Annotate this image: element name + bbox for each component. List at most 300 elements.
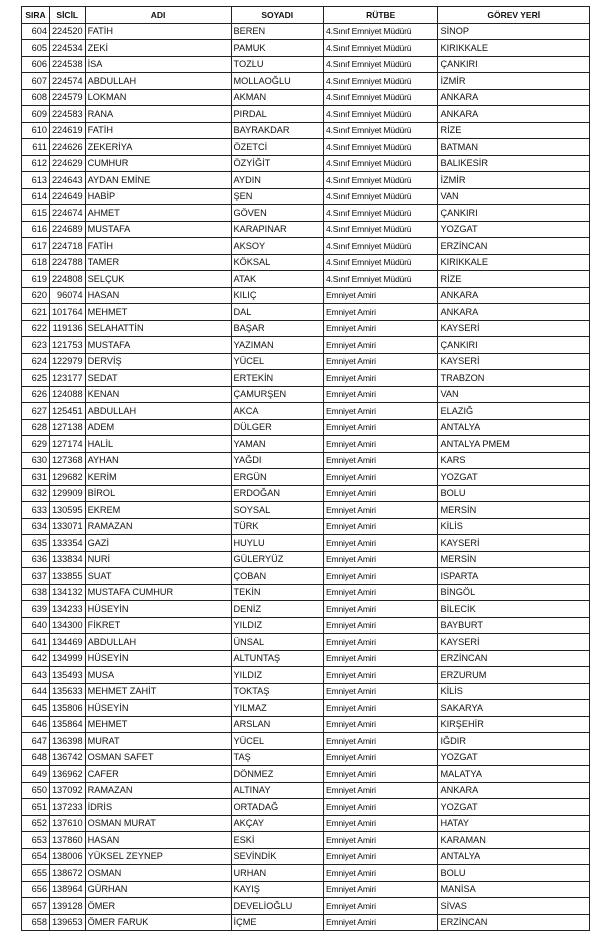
cell-soyadi: GÖVEN [231,205,323,222]
cell-soyadi: ESKİ [231,832,323,849]
cell-sicil: 134233 [49,601,85,618]
cell-sicil: 96074 [49,287,85,304]
cell-rutbe: Emniyet Amiri [323,782,438,799]
cell-sicil: 127368 [49,452,85,469]
cell-sicil: 224788 [49,254,85,271]
cell-soyadi: ERGÜN [231,469,323,486]
cell-rutbe: Emniyet Amiri [323,518,438,535]
cell-adi: FATİH [85,23,231,40]
table-row [22,172,590,189]
cell-sira: 606 [22,56,50,73]
cell-soyadi: ÜNSAL [231,634,323,651]
cell-sira: 621 [22,304,50,321]
cell-soyadi: URHAN [231,865,323,882]
table-row [22,205,590,222]
cell-sira: 612 [22,155,50,172]
cell-gorev-yeri: ANKARA [438,304,590,321]
cell-adi: LOKMAN [85,89,231,106]
table-row [22,502,590,519]
cell-soyadi: ERDOĞAN [231,485,323,502]
cell-gorev-yeri: ERZİNCAN [438,650,590,667]
table-row [22,865,590,882]
table-row [22,634,590,651]
cell-gorev-yeri: ANKARA [438,287,590,304]
cell-gorev-yeri: VAN [438,188,590,205]
cell-sicil: 119136 [49,320,85,337]
cell-rutbe: Emniyet Amiri [323,601,438,618]
table-row [22,535,590,552]
cell-sira: 653 [22,832,50,849]
cell-rutbe: Emniyet Amiri [323,469,438,486]
cell-adi: SUAT [85,568,231,585]
table-row [22,815,590,832]
cell-rutbe: Emniyet Amiri [323,799,438,816]
cell-rutbe: Emniyet Amiri [323,370,438,387]
cell-sicil: 124088 [49,386,85,403]
cell-adi: RAMAZAN [85,518,231,535]
table-row [22,56,590,73]
header-rutbe: RÜTBE [323,7,438,24]
cell-adi: HABİP [85,188,231,205]
cell-soyadi: KÖKSAL [231,254,323,271]
cell-sira: 613 [22,172,50,189]
cell-sira: 631 [22,469,50,486]
header-gorev-yeri: GÖREV YERİ [438,7,590,24]
cell-sira: 608 [22,89,50,106]
table-row [22,139,590,156]
cell-rutbe: 4.Sınıf Emniyet Müdürü [323,221,438,238]
cell-soyadi: DÜLGER [231,419,323,436]
cell-sicil: 224579 [49,89,85,106]
cell-gorev-yeri: ANKARA [438,89,590,106]
cell-rutbe: 4.Sınıf Emniyet Müdürü [323,172,438,189]
cell-soyadi: İÇME [231,914,323,931]
cell-adi: HALİL [85,436,231,453]
cell-adi: DERVİŞ [85,353,231,370]
cell-soyadi: ŞEN [231,188,323,205]
table-row [22,601,590,618]
cell-soyadi: TAŞ [231,749,323,766]
table-row [22,568,590,585]
cell-sira: 652 [22,815,50,832]
cell-sicil: 224583 [49,106,85,123]
cell-adi: MEHMET ZAHİT [85,683,231,700]
cell-sicil: 101764 [49,304,85,321]
cell-sicil: 134469 [49,634,85,651]
cell-rutbe: Emniyet Amiri [323,419,438,436]
cell-soyadi: SOYSAL [231,502,323,519]
cell-rutbe: 4.Sınıf Emniyet Müdürü [323,205,438,222]
cell-adi: ÖMER [85,898,231,915]
table-row [22,436,590,453]
cell-gorev-yeri: BOLU [438,865,590,882]
cell-sicil: 135493 [49,667,85,684]
table-row [22,40,590,57]
cell-gorev-yeri: ÇANKIRI [438,56,590,73]
cell-sira: 655 [22,865,50,882]
cell-sira: 615 [22,205,50,222]
cell-sira: 629 [22,436,50,453]
cell-sicil: 224574 [49,73,85,90]
table-row [22,419,590,436]
cell-soyadi: ERTEKİN [231,370,323,387]
cell-rutbe: 4.Sınıf Emniyet Müdürü [323,238,438,255]
cell-sicil: 224534 [49,40,85,57]
cell-rutbe: Emniyet Amiri [323,683,438,700]
cell-sicil: 127174 [49,436,85,453]
cell-sicil: 224626 [49,139,85,156]
cell-adi: CUMHUR [85,155,231,172]
cell-gorev-yeri: KIRIKKALE [438,254,590,271]
cell-gorev-yeri: BALIKESİR [438,155,590,172]
cell-sicil: 139128 [49,898,85,915]
cell-sicil: 224649 [49,188,85,205]
cell-adi: MUSTAFA [85,337,231,354]
cell-adi: AHMET [85,205,231,222]
cell-adi: AYDAN EMİNE [85,172,231,189]
cell-soyadi: DENİZ [231,601,323,618]
table-row [22,914,590,931]
cell-soyadi: AKÇAY [231,815,323,832]
table-row [22,89,590,106]
cell-sicil: 137092 [49,782,85,799]
cell-rutbe: 4.Sınıf Emniyet Müdürü [323,89,438,106]
cell-rutbe: Emniyet Amiri [323,551,438,568]
table-row [22,832,590,849]
table-row [22,749,590,766]
cell-adi: SEDAT [85,370,231,387]
cell-sira: 636 [22,551,50,568]
table-row [22,403,590,420]
cell-adi: OSMAN MURAT [85,815,231,832]
table-row [22,155,590,172]
cell-gorev-yeri: YOZGAT [438,799,590,816]
cell-rutbe: Emniyet Amiri [323,436,438,453]
cell-adi: SELÇUK [85,271,231,288]
table-row [22,304,590,321]
cell-adi: KENAN [85,386,231,403]
cell-gorev-yeri: BAYBURT [438,617,590,634]
cell-rutbe: Emniyet Amiri [323,914,438,931]
cell-adi: KERİM [85,469,231,486]
cell-sicil: 134132 [49,584,85,601]
cell-rutbe: Emniyet Amiri [323,386,438,403]
table-row [22,254,590,271]
cell-rutbe: Emniyet Amiri [323,700,438,717]
cell-sira: 624 [22,353,50,370]
table-row [22,370,590,387]
cell-sira: 638 [22,584,50,601]
table-row [22,700,590,717]
cell-sicil: 136398 [49,733,85,750]
cell-sicil: 139653 [49,914,85,931]
cell-sira: 626 [22,386,50,403]
cell-sira: 632 [22,485,50,502]
cell-gorev-yeri: KİLİS [438,683,590,700]
cell-gorev-yeri: ELAZIĞ [438,403,590,420]
cell-adi: MUSTAFA [85,221,231,238]
cell-rutbe: Emniyet Amiri [323,865,438,882]
header-soyadi: SOYADI [231,7,323,24]
cell-adi: OSMAN [85,865,231,882]
cell-rutbe: Emniyet Amiri [323,304,438,321]
cell-sicil: 224538 [49,56,85,73]
cell-sicil: 138672 [49,865,85,882]
cell-soyadi: YILDIZ [231,617,323,634]
table-row [22,584,590,601]
cell-soyadi: AKSOY [231,238,323,255]
cell-soyadi: ALTINAY [231,782,323,799]
cell-adi: GAZİ [85,535,231,552]
cell-sira: 647 [22,733,50,750]
cell-sira: 607 [22,73,50,90]
table-row [22,782,590,799]
cell-rutbe: Emniyet Amiri [323,733,438,750]
cell-gorev-yeri: ÇANKIRI [438,337,590,354]
cell-gorev-yeri: İZMİR [438,172,590,189]
cell-sira: 639 [22,601,50,618]
cell-adi: ÖMER FARUK [85,914,231,931]
cell-soyadi: TOKTAŞ [231,683,323,700]
cell-adi: HÜSEYİN [85,601,231,618]
table-row [22,799,590,816]
cell-sira: 622 [22,320,50,337]
cell-gorev-yeri: KAYSERİ [438,320,590,337]
cell-sira: 640 [22,617,50,634]
cell-sicil: 137860 [49,832,85,849]
table-row [22,469,590,486]
cell-gorev-yeri: MALATYA [438,766,590,783]
cell-sira: 644 [22,683,50,700]
cell-sicil: 138006 [49,848,85,865]
cell-rutbe: Emniyet Amiri [323,485,438,502]
cell-gorev-yeri: KAYSERİ [438,535,590,552]
personnel-table [21,6,590,931]
cell-rutbe: Emniyet Amiri [323,403,438,420]
table-row [22,848,590,865]
cell-rutbe: Emniyet Amiri [323,749,438,766]
cell-sira: 616 [22,221,50,238]
table-row [22,881,590,898]
cell-sicil: 224718 [49,238,85,255]
cell-gorev-yeri: ÇANKIRI [438,205,590,222]
cell-sira: 609 [22,106,50,123]
table-row [22,766,590,783]
cell-adi: MUSA [85,667,231,684]
cell-adi: TAMER [85,254,231,271]
cell-soyadi: YAĞDI [231,452,323,469]
cell-soyadi: BEREN [231,23,323,40]
cell-soyadi: TÜRK [231,518,323,535]
cell-adi: BİROL [85,485,231,502]
cell-sicil: 135864 [49,716,85,733]
cell-gorev-yeri: MERSİN [438,502,590,519]
table-row [22,485,590,502]
cell-soyadi: AYDIN [231,172,323,189]
cell-soyadi: BAŞAR [231,320,323,337]
cell-adi: RANA [85,106,231,123]
cell-rutbe: Emniyet Amiri [323,353,438,370]
cell-sicil: 133071 [49,518,85,535]
cell-rutbe: Emniyet Amiri [323,287,438,304]
cell-soyadi: ÖZYİĞİT [231,155,323,172]
cell-sicil: 134300 [49,617,85,634]
cell-gorev-yeri: VAN [438,386,590,403]
cell-rutbe: Emniyet Amiri [323,617,438,634]
cell-gorev-yeri: KIRIKKALE [438,40,590,57]
cell-sira: 633 [22,502,50,519]
table-row [22,73,590,90]
cell-rutbe: 4.Sınıf Emniyet Müdürü [323,254,438,271]
table-row [22,667,590,684]
table-row [22,106,590,123]
cell-gorev-yeri: ANTALYA [438,419,590,436]
cell-gorev-yeri: KAYSERİ [438,634,590,651]
cell-gorev-yeri: SAKARYA [438,700,590,717]
cell-rutbe: Emniyet Amiri [323,337,438,354]
cell-gorev-yeri: ERZURUM [438,667,590,684]
cell-rutbe: 4.Sınıf Emniyet Müdürü [323,188,438,205]
cell-sira: 643 [22,667,50,684]
table-row [22,337,590,354]
cell-soyadi: ÇAMURŞEN [231,386,323,403]
cell-rutbe: Emniyet Amiri [323,716,438,733]
cell-gorev-yeri: MANİSA [438,881,590,898]
header-sicil: SİCİL [49,7,85,24]
table-row [22,716,590,733]
cell-gorev-yeri: RİZE [438,271,590,288]
cell-sicil: 135633 [49,683,85,700]
cell-adi: HASAN [85,287,231,304]
cell-soyadi: ALTUNTAŞ [231,650,323,667]
cell-rutbe: Emniyet Amiri [323,815,438,832]
cell-sira: 645 [22,700,50,717]
cell-sira: 635 [22,535,50,552]
cell-gorev-yeri: BİNGÖL [438,584,590,601]
table-row [22,238,590,255]
cell-soyadi: AKMAN [231,89,323,106]
cell-sira: 641 [22,634,50,651]
cell-adi: MUSTAFA CUMHUR [85,584,231,601]
cell-sira: 605 [22,40,50,57]
cell-adi: SELAHATTİN [85,320,231,337]
cell-sira: 610 [22,122,50,139]
cell-sira: 611 [22,139,50,156]
cell-adi: MEHMET [85,304,231,321]
cell-sicil: 129909 [49,485,85,502]
cell-adi: FATİH [85,122,231,139]
cell-rutbe: 4.Sınıf Emniyet Müdürü [323,73,438,90]
cell-sira: 618 [22,254,50,271]
cell-sira: 646 [22,716,50,733]
cell-sira: 658 [22,914,50,931]
cell-soyadi: HUYLU [231,535,323,552]
table-row [22,23,590,40]
cell-sira: 623 [22,337,50,354]
cell-soyadi: PIRDAL [231,106,323,123]
cell-rutbe: 4.Sınıf Emniyet Müdürü [323,139,438,156]
cell-gorev-yeri: İZMİR [438,73,590,90]
cell-gorev-yeri: BATMAN [438,139,590,156]
table-row [22,353,590,370]
cell-soyadi: YÜCEL [231,353,323,370]
cell-rutbe: 4.Sınıf Emniyet Müdürü [323,23,438,40]
cell-soyadi: ÇOBAN [231,568,323,585]
cell-rutbe: Emniyet Amiri [323,667,438,684]
cell-sicil: 136962 [49,766,85,783]
cell-rutbe: Emniyet Amiri [323,898,438,915]
cell-gorev-yeri: KIRŞEHİR [438,716,590,733]
cell-sira: 637 [22,568,50,585]
cell-gorev-yeri: SİNOP [438,23,590,40]
cell-sira: 642 [22,650,50,667]
table-row [22,320,590,337]
cell-soyadi: BAYRAKDAR [231,122,323,139]
cell-sira: 604 [22,23,50,40]
cell-soyadi: KAYIŞ [231,881,323,898]
cell-soyadi: KARAPINAR [231,221,323,238]
cell-adi: EKREM [85,502,231,519]
cell-adi: FİKRET [85,617,231,634]
cell-rutbe: Emniyet Amiri [323,832,438,849]
cell-sira: 628 [22,419,50,436]
cell-sira: 620 [22,287,50,304]
cell-rutbe: Emniyet Amiri [323,766,438,783]
cell-rutbe: 4.Sınıf Emniyet Müdürü [323,40,438,57]
cell-soyadi: PAMUK [231,40,323,57]
cell-soyadi: KILIÇ [231,287,323,304]
cell-sira: 617 [22,238,50,255]
cell-sira: 651 [22,799,50,816]
cell-sicil: 137610 [49,815,85,832]
cell-gorev-yeri: BOLU [438,485,590,502]
cell-adi: HÜSEYİN [85,650,231,667]
cell-soyadi: ARSLAN [231,716,323,733]
header-sira: SIRA [22,7,50,24]
cell-gorev-yeri: ANTALYA PMEM [438,436,590,453]
table-row [22,386,590,403]
cell-adi: YÜKSEL ZEYNEP [85,848,231,865]
cell-rutbe: 4.Sınıf Emniyet Müdürü [323,271,438,288]
cell-sira: 614 [22,188,50,205]
cell-rutbe: Emniyet Amiri [323,452,438,469]
cell-gorev-yeri: SİVAS [438,898,590,915]
table-header-row [22,7,590,24]
table-row [22,733,590,750]
cell-adi: MEHMET [85,716,231,733]
cell-sicil: 133354 [49,535,85,552]
table-row [22,617,590,634]
header-adi: ADI [85,7,231,24]
cell-sicil: 138964 [49,881,85,898]
cell-sira: 649 [22,766,50,783]
cell-sicil: 133834 [49,551,85,568]
cell-soyadi: ATAK [231,271,323,288]
cell-gorev-yeri: YOZGAT [438,749,590,766]
cell-adi: GÜRHAN [85,881,231,898]
cell-gorev-yeri: KARAMAN [438,832,590,849]
cell-sicil: 224808 [49,271,85,288]
cell-gorev-yeri: ANKARA [438,106,590,123]
cell-rutbe: Emniyet Amiri [323,848,438,865]
table-row [22,221,590,238]
cell-rutbe: 4.Sınıf Emniyet Müdürü [323,122,438,139]
cell-sicil: 224674 [49,205,85,222]
cell-sicil: 224629 [49,155,85,172]
cell-gorev-yeri: TRABZON [438,370,590,387]
cell-rutbe: Emniyet Amiri [323,535,438,552]
cell-adi: MURAT [85,733,231,750]
